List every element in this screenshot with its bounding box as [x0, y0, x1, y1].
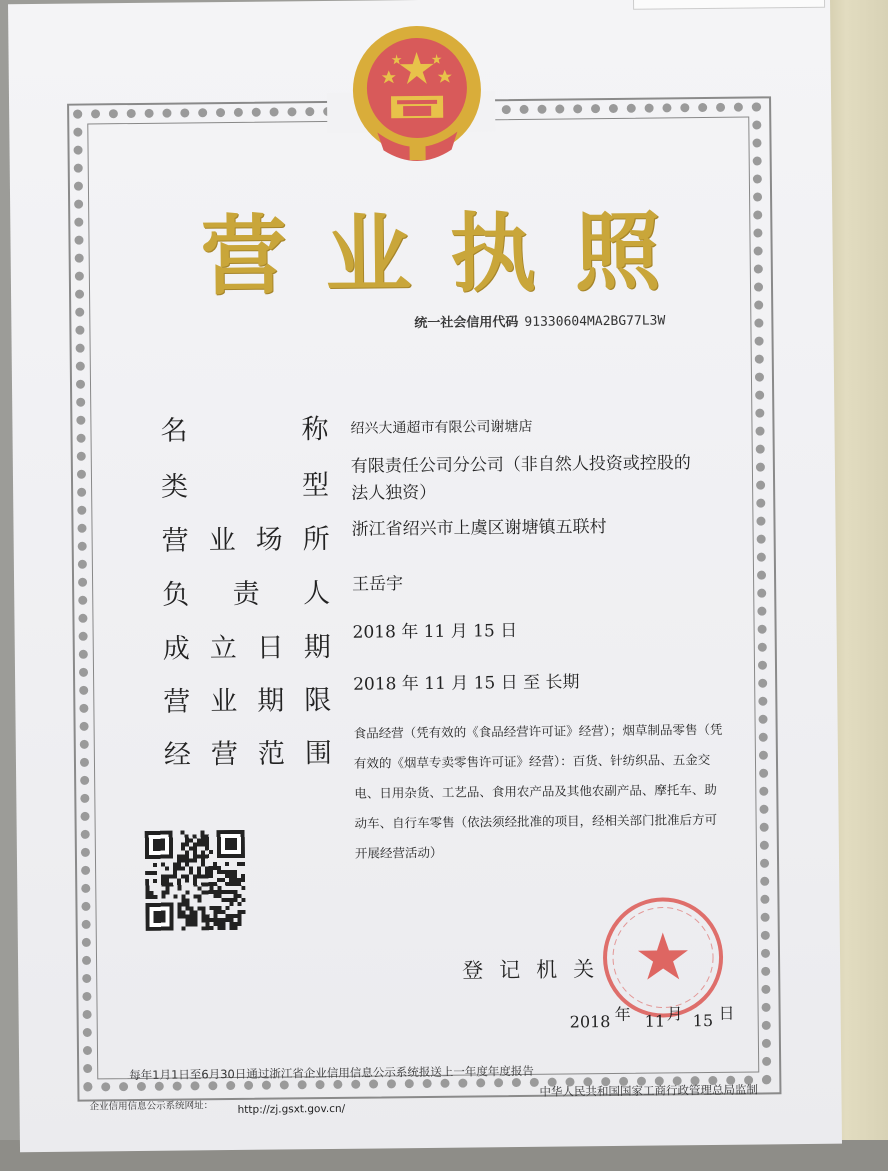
field-label-term: [163, 678, 331, 719]
business-license-document: [8, 0, 842, 1152]
label-char: 称: [301, 413, 329, 446]
registration-month-char: 月: [666, 1004, 683, 1024]
title-char: 业: [324, 204, 412, 306]
title-char: 营: [200, 205, 288, 308]
registration-day-char: 日: [718, 1003, 735, 1023]
credit-code-line: [414, 309, 665, 331]
label-char: 机: [536, 957, 558, 982]
label-char: 型: [301, 469, 330, 502]
scope-line: 开展经营活动）: [354, 844, 443, 861]
label-char: 限: [304, 684, 332, 717]
label-char: 场: [255, 524, 283, 556]
paper-clip-note: [633, 0, 825, 10]
label-char: 所: [302, 523, 330, 556]
label-char: 人: [303, 577, 331, 610]
label-char: 围: [304, 737, 333, 770]
label-char: 期: [257, 685, 285, 717]
field-value-scope: [354, 714, 766, 868]
field-label-premises: [161, 517, 329, 558]
field-value-type: [351, 450, 752, 508]
footer-url: http://zj.gsxt.gov.cn/: [237, 1102, 346, 1116]
field-label-name: [160, 407, 328, 448]
field-value-term: 2018 年 11 月 15 日 至 长期: [353, 672, 580, 695]
qr-code-icon: [145, 830, 246, 931]
label-char: 成: [162, 633, 190, 665]
field-value-responsible: 王岳宇: [352, 574, 404, 595]
label-char: 关: [573, 957, 595, 982]
field-value-established: 2018 年 11 月 15 日: [352, 621, 518, 643]
label-char: 责: [232, 578, 260, 610]
field-value-premises: 浙江省绍兴市上虞区谢塘镇五联村: [351, 517, 607, 540]
label-char: 立: [209, 632, 237, 665]
label-char: 期: [303, 631, 331, 664]
label-char: 记: [499, 957, 521, 983]
field-label-scope: [164, 731, 332, 772]
scope-line: 有效的《烟草专卖零售许可证》经营）：百货、针纺织品、五金交: [353, 751, 711, 771]
registration-authority-label: [462, 953, 594, 984]
label-char: 范: [257, 738, 286, 770]
registration-day: 15: [692, 1010, 714, 1031]
label-char: 登: [462, 958, 484, 983]
label-char: 名: [160, 415, 188, 447]
national-emblem-icon: [346, 21, 488, 172]
scope-line: 动车、自行车零售（依法须经批准的项目，经相关部门批准后方可: [354, 811, 718, 831]
label-char: 经: [163, 739, 192, 771]
type-line: 法人独资）: [351, 482, 437, 504]
label-char: 业: [208, 524, 236, 557]
footer-system-label: 企业信用信息公示系统网址：: [89, 1100, 214, 1113]
registration-year-char: 年: [614, 1004, 631, 1025]
field-value-name: 绍兴大通超市有限公司谢塘店: [350, 418, 533, 437]
label-char: 负: [162, 579, 190, 611]
label-char: 类: [160, 471, 189, 503]
credit-code-label: 统一社会信用代码: [414, 314, 519, 332]
document-title: [200, 182, 661, 311]
field-label-responsible: [162, 571, 330, 612]
footer-supervisor: 中华人民共和国国家工商行政管理总局监制: [539, 1082, 759, 1099]
type-line: 有限责任公司分公司（非自然人投资或控股的: [350, 453, 691, 477]
label-char: 日: [256, 632, 284, 664]
label-char: 营: [210, 738, 239, 771]
label-char: 业: [210, 685, 238, 718]
annual-report-notice: 每年1月1日至6月30日通过浙江省企业信用信息公示系统报送上一年度年度报告: [129, 1063, 534, 1083]
field-label-established: [163, 625, 331, 666]
scope-line: 电、日用杂货、工艺品、食用农产品及其他农副产品、摩托车、助: [354, 781, 717, 801]
label-char: 营: [163, 686, 191, 718]
title-char: 照: [574, 201, 662, 304]
field-label-type: [161, 463, 329, 504]
title-char: 执: [449, 202, 537, 305]
registration-month: 11: [644, 1011, 666, 1031]
scope-line: 食品经营（凭有效的《食品经营许可证》经营）；烟草制品零售（凭: [353, 721, 723, 741]
label-char: 营: [161, 525, 189, 557]
credit-code-value: 91330604MA2BG77L3W: [524, 313, 666, 330]
registration-year: 2018: [569, 1012, 611, 1032]
